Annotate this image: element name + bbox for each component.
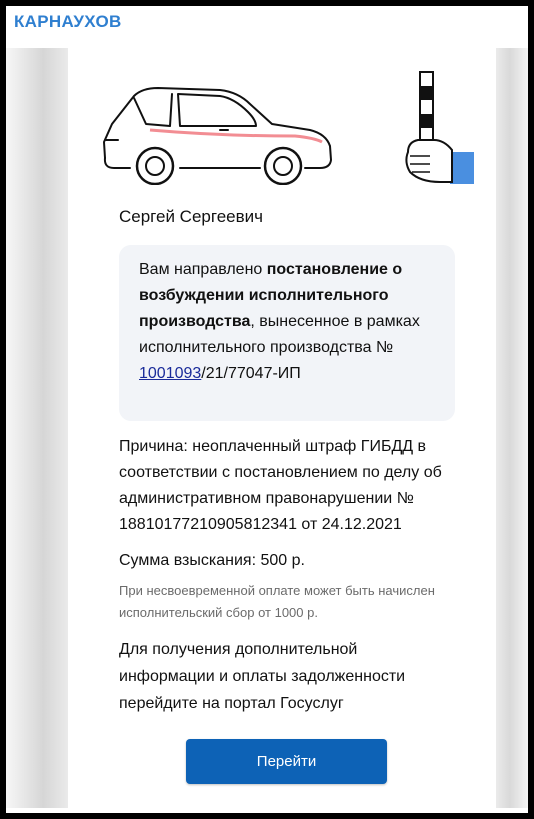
case-suffix: /21/77047-ИП — [201, 365, 301, 382]
recipient-name: Сергей Сергеевич — [119, 207, 263, 226]
amount-text: Сумма взыскания: 500 р. — [119, 552, 305, 569]
info-text: Для получения дополнительной информации и оплаты задолженности перейдите на портал Госуслуг — [119, 641, 406, 712]
reason-text: Причина: неоплаченный штраф ГИБДД в соответствии с постановлением по делу об административном правонарушении № 18810177210905812341 от 24.12.2021 — [119, 438, 442, 533]
notice-prefix: Вам направлено — [139, 261, 263, 278]
car-illustration — [100, 80, 335, 185]
left-backdrop — [6, 48, 68, 808]
glove-hand — [406, 140, 452, 182]
glove-cuff — [450, 152, 474, 184]
right-backdrop — [495, 48, 528, 808]
notice-box — [119, 245, 455, 421]
notice-text — [139, 257, 439, 387]
notice-middle: , вынесенное в рамках исполнительного производства № — [139, 313, 420, 356]
warning-text: При несвоевременной оплате может быть начислен исполнительский сбор от 1000 р. — [119, 583, 435, 620]
watermark-brand: КАРНАУХОВ — [14, 12, 122, 31]
notice-bold: постановление о возбуждении исполнительного производства — [139, 261, 403, 330]
go-button[interactable]: Перейти — [186, 739, 387, 784]
car-stripe — [150, 130, 322, 142]
case-number-link[interactable]: 1001093 — [139, 365, 202, 382]
traffic-baton-illustration — [400, 68, 480, 188]
